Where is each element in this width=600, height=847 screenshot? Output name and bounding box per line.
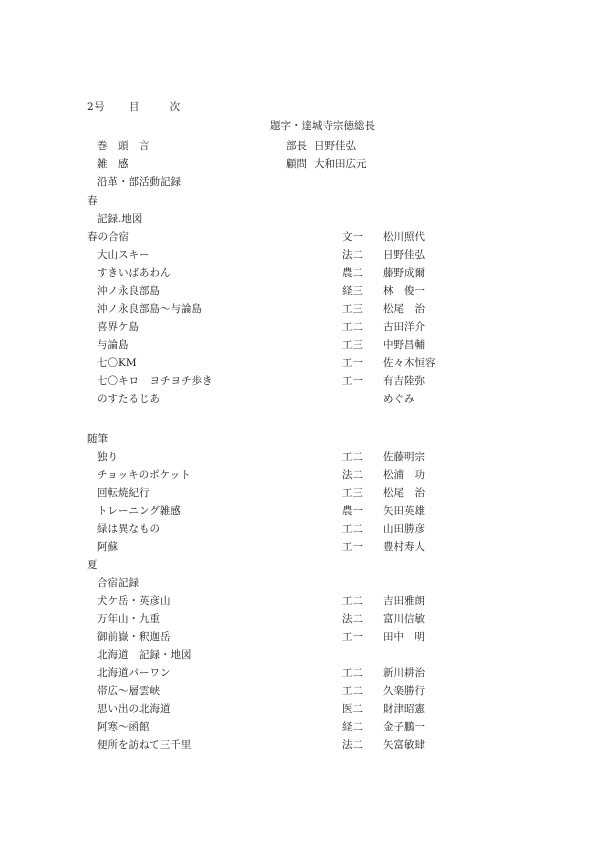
entry-title: 大山スキー (97, 249, 150, 261)
entry-title: 回転焼紀行 (97, 487, 150, 499)
section-heading (0, 557, 600, 571)
entry-department: 工三 (342, 339, 363, 351)
entry-author: 日野佳弘 (383, 249, 425, 261)
preface-role: 顧問 (286, 158, 307, 170)
toc-entry (0, 355, 600, 369)
entry-department: 農二 (342, 267, 363, 279)
calligraphy-credit: 題字・達城寺宗徳総長 (270, 120, 375, 132)
entry-department: 法二 (342, 249, 363, 261)
entry-department: 工二 (342, 451, 363, 463)
entry-author: 中野昌輔 (383, 339, 425, 351)
entry-title: 沖ノ永良部島 (97, 285, 160, 297)
entry-author: 富川信敏 (383, 613, 425, 625)
entry-title: 阿寒～函館 (97, 721, 150, 733)
entry-title: 七〇KM (97, 357, 137, 369)
entry-department: 工二 (342, 685, 363, 697)
entry-title: 独り (97, 451, 118, 463)
entry-author: 矢田英雄 (383, 505, 425, 517)
entry-title: 便所を訪ねて三千里 (97, 739, 192, 751)
entry-department: 工一 (342, 541, 363, 553)
entry-title: 北海道パーワン (97, 667, 171, 679)
toc-entry (0, 391, 600, 405)
entry-department: 経二 (342, 721, 363, 733)
entry-department: 法二 (342, 739, 363, 751)
toc-entry (0, 247, 600, 261)
toc-heading (87, 101, 181, 114)
toc-entry (0, 211, 600, 225)
entry-department: 法二 (342, 469, 363, 481)
entry-title: チョッキのポケット (97, 469, 191, 481)
toc-entry (0, 575, 600, 589)
entry-author: めぐみ (383, 393, 415, 405)
heading-mokuji-1: 目 (128, 101, 140, 113)
toc-entry (0, 319, 600, 333)
entry-title: 万年山・九重 (97, 613, 160, 625)
preface-label: 雑 感 (97, 158, 129, 170)
entry-department: 工二 (342, 523, 363, 535)
entry-author: 佐藤明宗 (383, 451, 425, 463)
toc-entry (0, 283, 600, 297)
entry-author: 吉田雅朗 (383, 595, 425, 607)
toc-entry (0, 593, 600, 607)
entry-title: 与論島 (97, 339, 129, 351)
toc-entry (0, 503, 600, 517)
entry-department: 経三 (342, 285, 363, 297)
entry-department: 農一 (342, 505, 363, 517)
entry-author: 山田勝彦 (383, 523, 425, 535)
toc-entry (0, 665, 600, 679)
toc-entry (0, 449, 600, 463)
entry-title: 犬ケ岳・英彦山 (97, 595, 171, 607)
toc-entry (0, 719, 600, 733)
preface-row (0, 138, 600, 152)
preface-name: 日野佳弘 (314, 140, 356, 152)
heading-mokuji-2: 次 (169, 101, 181, 113)
entry-author: 古田洋介 (383, 321, 425, 333)
toc-entry (0, 629, 600, 643)
entry-title: 随筆 (87, 433, 108, 445)
entry-author: 矢富敏肆 (383, 739, 425, 751)
entry-department: 工二 (342, 321, 363, 333)
entry-author: 佐々木恒容 (383, 357, 436, 369)
entry-title: 夏 (87, 559, 98, 571)
toc-entry (0, 521, 600, 535)
entry-department: 工三 (342, 303, 363, 315)
entry-author: 松尾 治 (383, 487, 425, 499)
entry-author: 林 俊一 (383, 285, 425, 297)
entry-title: 沿革・部活動記録 (97, 176, 181, 188)
entry-title: のすたるじあ (97, 393, 160, 405)
preface-row (0, 156, 600, 170)
toc-entry (0, 373, 600, 387)
entry-department: 医二 (342, 703, 363, 715)
entry-title: 春の合宿 (87, 231, 129, 243)
toc-entry (0, 647, 600, 661)
toc-entry (0, 265, 600, 279)
toc-entry (0, 467, 600, 481)
entry-department: 工三 (342, 487, 363, 499)
entry-author: 久楽勝行 (383, 685, 425, 697)
entry-author: 藤野成爾 (383, 267, 425, 279)
entry-author: 松川照代 (383, 231, 425, 243)
entry-title: 御前嶽・釈迦岳 (97, 631, 171, 643)
entry-author: 豊村寿人 (383, 541, 425, 553)
section-heading (0, 193, 600, 207)
section-heading (0, 431, 600, 445)
entry-author: 田中 明 (383, 631, 425, 643)
entry-author: 新川耕治 (383, 667, 425, 679)
entry-department: 工一 (342, 375, 363, 387)
entry-author: 有吉陸弥 (383, 375, 425, 387)
entry-title: 春 (87, 195, 98, 207)
toc-entry (0, 701, 600, 715)
entry-title: トレーニング雑感 (97, 505, 181, 517)
entry-title: 阿蘇 (97, 541, 118, 553)
entry-title: すきいばあわん (97, 267, 171, 279)
entry-author: 松浦 功 (383, 469, 425, 481)
toc-entry (0, 301, 600, 315)
entry-author: 松尾 治 (383, 303, 425, 315)
entry-department: 文一 (342, 231, 363, 243)
entry-title: 七〇キロ ヨチヨチ歩き (97, 375, 213, 387)
entry-title: 思い出の北海道 (97, 703, 171, 715)
entry-author: 金子鵬一 (383, 721, 425, 733)
entry-department: 工一 (342, 631, 363, 643)
section-heading (0, 229, 600, 243)
entry-title: 合宿記録 (97, 577, 139, 589)
toc-entry (0, 337, 600, 351)
toc-entry (0, 737, 600, 751)
preface-role: 部長 (286, 140, 307, 152)
toc-entry (0, 611, 600, 625)
entry-department: 工一 (342, 357, 363, 369)
entry-title: 緑は異なもの (97, 523, 160, 535)
toc-entry (0, 485, 600, 499)
preface-label: 巻 頭 言 (97, 140, 150, 152)
entry-department: 工二 (342, 595, 363, 607)
entry-author: 財津昭憲 (383, 703, 425, 715)
entry-title: 記録.地図 (97, 213, 143, 225)
toc-entry (0, 539, 600, 553)
entry-title: 北海道 記録・地図 (97, 649, 192, 661)
entry-title: 帯広～層雲峡 (97, 685, 160, 697)
preface-name: 大和田広元 (314, 158, 367, 170)
toc-entry (0, 174, 600, 188)
issue-number: 2号 (87, 101, 106, 113)
entry-department: 工二 (342, 667, 363, 679)
entry-department: 法二 (342, 613, 363, 625)
entry-title: 沖ノ永良部島～与論島 (97, 303, 202, 315)
toc-entry (0, 683, 600, 697)
entry-title: 喜界ケ島 (97, 321, 139, 333)
